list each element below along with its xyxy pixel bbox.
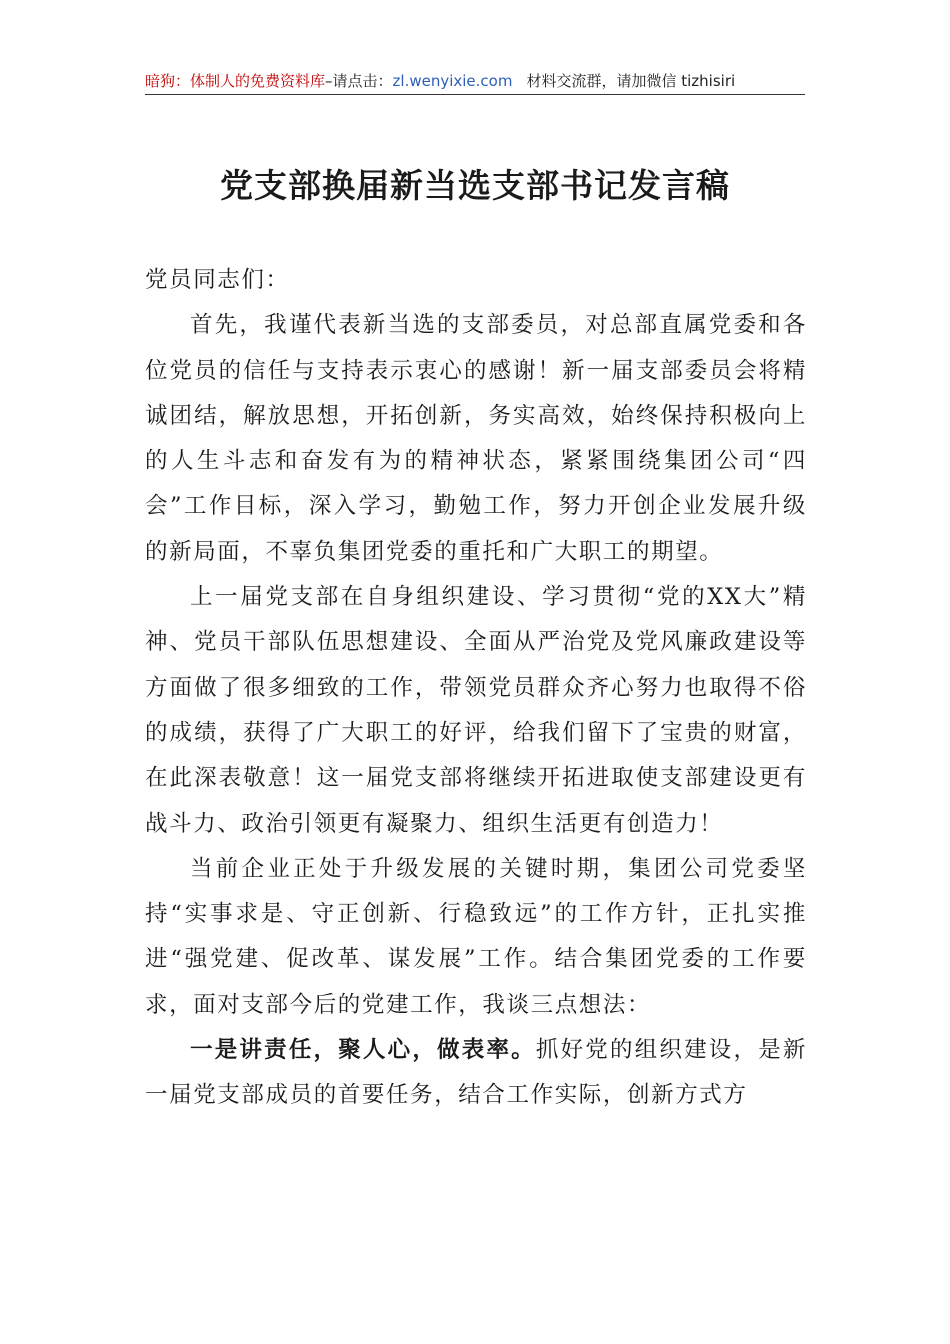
- point-one-text: 抓好党的组织建设，是新一届党支部成员的首要任务，结合工作实际，创新方式方: [145, 1037, 807, 1109]
- paragraph-previous-term: 上一届党支部在自身组织建设、学习贯彻“党的XX大”精神、党员干部队伍思想建设、全面从严治党及党风廉政建设等方面做了很多细致的工作，带领党员群众齐心努力也取得不俗的成绩，获得了广大职工的好评，给我们留下了宝贵的财富，在此深表敬意！这一届党支部将继续开拓进取使支部建设更有战斗力、政治引领更有凝聚力、组织生活更有创造力！: [145, 584, 807, 837]
- salutation: 党员同志们：: [145, 267, 290, 293]
- point-one-heading: 一是讲责任，聚人心，做表率。: [190, 1037, 536, 1064]
- header-wechat-note: 材料交流群，请加微信 tizhisiri: [526, 72, 736, 90]
- paragraph-thanks: 首先，我谨代表新当选的支部委员，对总部直属党委和各位党员的信任与支持表示衷心的感谢！新一届支部委员会将精诚团结，解放思想，开拓创新，务实高效，始终保持积极向上的人生斗志和奋发有为的精神状态，紧紧围绕集团公司“四会”工作目标，深入学习，勤勉工作，努力开创企业发展升级的新局面，不辜负集团党委的重托和广大职工的期望。: [145, 312, 807, 565]
- document-body: [145, 258, 807, 1119]
- header-prompt: –请点击：: [325, 72, 393, 90]
- paragraph-current-situation: 当前企业正处于升级发展的关键时期，集团公司党委坚持“实事求是、守正创新、行稳致远”的工作方针，正扎实推进“强党建、促改革、谋发展”工作。结合集团党委的工作要求，面对支部今后的党建工作，我谈三点想法：: [145, 855, 807, 1018]
- header-link[interactable]: zl.wenyixie.com: [392, 72, 513, 90]
- document-header: [145, 68, 805, 95]
- paragraph-point-one: [145, 1028, 807, 1119]
- header-brand: 暗狗：体制人的免费资料库: [145, 72, 326, 90]
- document-title: 党支部换届新当选支部书记发言稿: [220, 166, 730, 205]
